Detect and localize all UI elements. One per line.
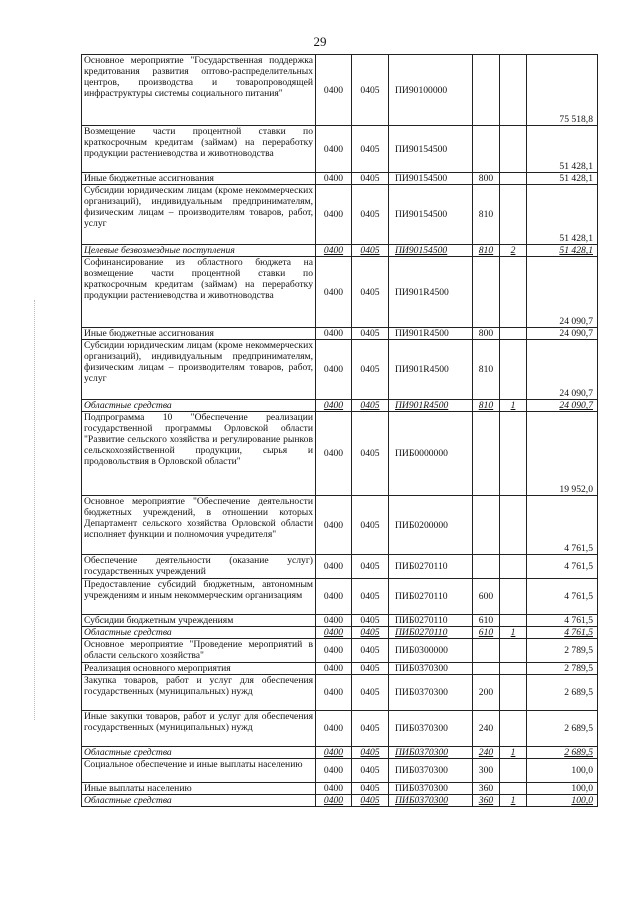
row-subsection: 0405 (352, 711, 389, 747)
row-expense-type: 810 (473, 340, 500, 400)
page-number: 29 (313, 34, 327, 49)
row-section-text: 0400 (323, 795, 344, 806)
row-name: Областные средства (82, 400, 316, 412)
row-expense-type: 300 (473, 759, 500, 783)
row-name: Основное мероприятие "Государственная поддержка кредитования развития оптово-распределительных центров, производства и товаропроводящей инфраструктуры системы социального питания" (82, 55, 316, 126)
row-source (500, 747, 527, 759)
row-source (500, 795, 527, 807)
table-row (82, 496, 598, 555)
table-row (82, 328, 598, 340)
row-target-code: ПИБ0200000 (389, 496, 473, 555)
row-expense-type (473, 663, 500, 675)
row-section: 0400 (316, 496, 352, 555)
row-subsection: 0405 (352, 55, 389, 126)
row-expense-type (473, 496, 500, 555)
row-name: Софинансирование из областного бюджета на возмещение части процентной ставки по краткосрочным кредитам (займам) на переработку продукции растениеводства и животноводства (82, 257, 316, 328)
row-section: 0400 (316, 412, 352, 496)
row-target-code: ПИ901R4500 (389, 257, 473, 328)
row-section: 0400 (316, 185, 352, 245)
row-expense-type (473, 555, 500, 579)
row-expense-type: 200 (473, 675, 500, 711)
row-amount: 2 689,5 (527, 675, 598, 711)
row-expense-type: 600 (473, 579, 500, 615)
row-expense-type-text: 810 (478, 400, 494, 411)
row-subsection: 0405 (352, 555, 389, 579)
margin-line (34, 300, 36, 720)
row-section: 0400 (316, 328, 352, 340)
row-expense-type: 810 (473, 185, 500, 245)
row-name: Социальное обеспечение и иные выплаты населению (82, 759, 316, 783)
row-target-code: ПИБ0270110 (389, 555, 473, 579)
table-row (82, 126, 598, 173)
row-expense-type: 800 (473, 328, 500, 340)
table-row (82, 615, 598, 627)
row-amount (527, 400, 598, 412)
row-source (500, 55, 527, 126)
row-expense-type (473, 747, 500, 759)
row-source (500, 126, 527, 173)
row-target-code-text: ПИ90154500 (395, 245, 448, 256)
row-section (316, 400, 352, 412)
row-source (500, 759, 527, 783)
row-source (500, 173, 527, 185)
row-section-text: 0400 (323, 627, 344, 638)
row-subsection: 0405 (352, 496, 389, 555)
row-expense-type-text: 360 (478, 795, 494, 806)
row-expense-type (473, 55, 500, 126)
row-name: Областные средства (82, 795, 316, 807)
row-name: Закупка товаров, работ и услуг для обеспечения государственных (муниципальных) нужд (82, 675, 316, 711)
row-source (500, 711, 527, 747)
row-subsection-text: 0405 (360, 400, 380, 411)
row-section: 0400 (316, 555, 352, 579)
row-amount: 24 090,7 (527, 340, 598, 400)
row-amount-text: 100,0 (571, 795, 593, 806)
row-amount-text: 2 689,5 (564, 747, 593, 758)
row-name: Субсидии бюджетным учреждениям (82, 615, 316, 627)
row-expense-type (473, 257, 500, 328)
row-source (500, 496, 527, 555)
row-amount: 2 789,5 (527, 639, 598, 663)
row-expense-type: 360 (473, 783, 500, 795)
row-section: 0400 (316, 711, 352, 747)
row-source (500, 627, 527, 639)
row-target-code-text: ПИБ0370300 (395, 795, 449, 806)
row-section: 0400 (316, 126, 352, 173)
row-section: 0400 (316, 579, 352, 615)
row-expense-type: 240 (473, 711, 500, 747)
row-source (500, 783, 527, 795)
row-target-code (389, 627, 473, 639)
row-target-code (389, 795, 473, 807)
row-amount: 24 090,7 (527, 257, 598, 328)
row-amount-text: 51 428,1 (559, 245, 593, 256)
row-section (316, 245, 352, 257)
row-target-code: ПИБ0370300 (389, 759, 473, 783)
row-name: Основное мероприятие "Обеспечение деятельности бюджетных учреждений, в отношении которых Департамент сельского хозяйства Орловской области исполняет функции и полномочия учредителя" (82, 496, 316, 555)
table-row (82, 555, 598, 579)
row-section: 0400 (316, 55, 352, 126)
row-subsection-text: 0405 (360, 245, 380, 256)
row-expense-type (473, 126, 500, 173)
row-section (316, 795, 352, 807)
table-row (82, 783, 598, 795)
row-source (500, 675, 527, 711)
row-amount (527, 747, 598, 759)
table-row (82, 795, 598, 807)
row-name: Иные бюджетные ассигнования (82, 173, 316, 185)
table-row (82, 400, 598, 412)
row-amount: 19 952,0 (527, 412, 598, 496)
row-target-code (389, 400, 473, 412)
row-subsection: 0405 (352, 412, 389, 496)
row-subsection: 0405 (352, 579, 389, 615)
table-row (82, 747, 598, 759)
row-target-code: ПИБ0270110 (389, 615, 473, 627)
row-name: Субсидии юридическим лицам (кроме некоммерческих организаций), индивидуальным предпринимателям, физическим лицам – производителям товаров, работ, услуг (82, 340, 316, 400)
row-expense-type (473, 412, 500, 496)
budget-table (81, 54, 598, 807)
table-row (82, 173, 598, 185)
row-expense-type-text: 240 (478, 747, 494, 758)
row-name: Иные закупки товаров, работ и услуг для обеспечения государственных (муниципальных) нужд (82, 711, 316, 747)
row-section: 0400 (316, 663, 352, 675)
row-target-code-text: ПИБ0270110 (395, 627, 448, 638)
row-subsection-text: 0405 (360, 795, 380, 806)
row-target-code-text: ПИБ0370300 (395, 747, 449, 758)
row-amount (527, 245, 598, 257)
row-source (500, 663, 527, 675)
row-amount: 100,0 (527, 783, 598, 795)
row-source (500, 555, 527, 579)
row-name: Предоставление субсидий бюджетным, автономным учреждениям и иным некоммерческим организациям (82, 579, 316, 615)
row-amount: 4 761,5 (527, 496, 598, 555)
row-target-code: ПИБ0370300 (389, 783, 473, 795)
row-subsection (352, 400, 389, 412)
table-row (82, 663, 598, 675)
row-name: Возмещение части процентной ставки по краткосрочным кредитам (займам) на переработку продукции растениеводства и животноводства (82, 126, 316, 173)
row-subsection: 0405 (352, 783, 389, 795)
row-subsection: 0405 (352, 173, 389, 185)
row-subsection: 0405 (352, 328, 389, 340)
row-amount: 51 428,1 (527, 185, 598, 245)
row-amount: 2 789,5 (527, 663, 598, 675)
table-row (82, 412, 598, 496)
row-subsection (352, 795, 389, 807)
row-amount (527, 795, 598, 807)
row-target-code (389, 747, 473, 759)
row-subsection: 0405 (352, 615, 389, 627)
row-section-text: 0400 (323, 400, 344, 411)
row-target-code: ПИБ0370300 (389, 675, 473, 711)
row-source (500, 579, 527, 615)
row-expense-type (473, 400, 500, 412)
row-target-code: ПИБ0300000 (389, 639, 473, 663)
row-amount: 51 428,1 (527, 126, 598, 173)
row-target-code: ПИ901R4500 (389, 328, 473, 340)
row-subsection (352, 627, 389, 639)
row-subsection: 0405 (352, 639, 389, 663)
row-section-text: 0400 (323, 245, 344, 256)
row-name: Целевые безвозмездные поступления (82, 245, 316, 257)
row-subsection: 0405 (352, 675, 389, 711)
row-subsection: 0405 (352, 340, 389, 400)
row-target-code: ПИБ0270110 (389, 579, 473, 615)
table-row (82, 55, 598, 126)
row-section-text: 0400 (323, 747, 344, 758)
row-expense-type (473, 639, 500, 663)
row-target-code: ПИ90154500 (389, 126, 473, 173)
row-source (500, 639, 527, 663)
row-name: Областные средства (82, 627, 316, 639)
row-source-text: 1 (510, 627, 516, 638)
row-expense-type: 800 (473, 173, 500, 185)
row-source (500, 185, 527, 245)
table-row (82, 185, 598, 245)
row-section: 0400 (316, 257, 352, 328)
row-amount: 75 518,8 (527, 55, 598, 126)
row-subsection-text: 0405 (360, 627, 380, 638)
row-source-text: 1 (510, 747, 516, 758)
row-source (500, 340, 527, 400)
row-source (500, 245, 527, 257)
table-row (82, 627, 598, 639)
row-target-code: ПИ90154500 (389, 173, 473, 185)
row-amount (527, 627, 598, 639)
row-expense-type (473, 245, 500, 257)
row-subsection: 0405 (352, 759, 389, 783)
row-section: 0400 (316, 783, 352, 795)
row-section: 0400 (316, 340, 352, 400)
row-section (316, 627, 352, 639)
row-target-code: ПИ90154500 (389, 185, 473, 245)
row-section: 0400 (316, 675, 352, 711)
row-amount-text: 24 090,7 (559, 400, 593, 411)
row-section: 0400 (316, 173, 352, 185)
row-amount: 4 761,5 (527, 615, 598, 627)
row-name: Обеспечение деятельности (оказание услуг) государственных учреждений (82, 555, 316, 579)
row-subsection: 0405 (352, 663, 389, 675)
row-source (500, 615, 527, 627)
budget-table-body (82, 55, 598, 807)
row-name: Иные бюджетные ассигнования (82, 328, 316, 340)
row-expense-type-text: 810 (478, 245, 494, 256)
row-section: 0400 (316, 615, 352, 627)
row-name: Реализация основного мероприятия (82, 663, 316, 675)
row-name: Основное мероприятие "Проведение мероприятий в области сельского хозяйства" (82, 639, 316, 663)
row-amount: 2 689,5 (527, 711, 598, 747)
row-amount: 24 090,7 (527, 328, 598, 340)
table-row (82, 257, 598, 328)
table-row (82, 759, 598, 783)
row-subsection: 0405 (352, 126, 389, 173)
row-section: 0400 (316, 639, 352, 663)
row-source (500, 257, 527, 328)
table-row (82, 579, 598, 615)
table-row (82, 639, 598, 663)
row-subsection: 0405 (352, 257, 389, 328)
table-row (82, 245, 598, 257)
row-source (500, 412, 527, 496)
row-amount: 100,0 (527, 759, 598, 783)
row-amount: 51 428,1 (527, 173, 598, 185)
row-subsection (352, 245, 389, 257)
row-expense-type-text: 610 (478, 627, 494, 638)
row-expense-type: 610 (473, 615, 500, 627)
row-target-code-text: ПИ901R4500 (395, 400, 449, 411)
row-target-code: ПИБ0000000 (389, 412, 473, 496)
row-target-code: ПИ901R4500 (389, 340, 473, 400)
row-section: 0400 (316, 759, 352, 783)
row-source (500, 400, 527, 412)
row-source-text: 1 (510, 400, 516, 411)
row-name: Областные средства (82, 747, 316, 759)
row-subsection (352, 747, 389, 759)
row-subsection: 0405 (352, 185, 389, 245)
row-target-code: ПИ90100000 (389, 55, 473, 126)
row-name: Иные выплаты населению (82, 783, 316, 795)
table-row (82, 711, 598, 747)
row-target-code (389, 245, 473, 257)
row-target-code: ПИБ0370300 (389, 711, 473, 747)
row-subsection-text: 0405 (360, 747, 380, 758)
table-row (82, 675, 598, 711)
row-name: Субсидии юридическим лицам (кроме некоммерческих организаций), индивидуальным предпринимателям, физическим лицам – производителям товаров, работ, услуг (82, 185, 316, 245)
row-name: Подпрограмма 10 "Обеспечение реализации государственной программы Орловской области "Развитие сельского хозяйства и регулирование рынков сельскохозяйственной продукции, сырья и продовольствия в Орловской области" (82, 412, 316, 496)
row-amount: 4 761,5 (527, 579, 598, 615)
row-source-text: 2 (510, 245, 516, 256)
row-amount-text: 4 761,5 (564, 627, 593, 638)
row-source (500, 328, 527, 340)
row-amount: 4 761,5 (527, 555, 598, 579)
row-target-code: ПИБ0370300 (389, 663, 473, 675)
row-expense-type (473, 795, 500, 807)
row-source-text: 1 (510, 795, 516, 806)
table-row (82, 340, 598, 400)
row-section (316, 747, 352, 759)
row-expense-type (473, 627, 500, 639)
